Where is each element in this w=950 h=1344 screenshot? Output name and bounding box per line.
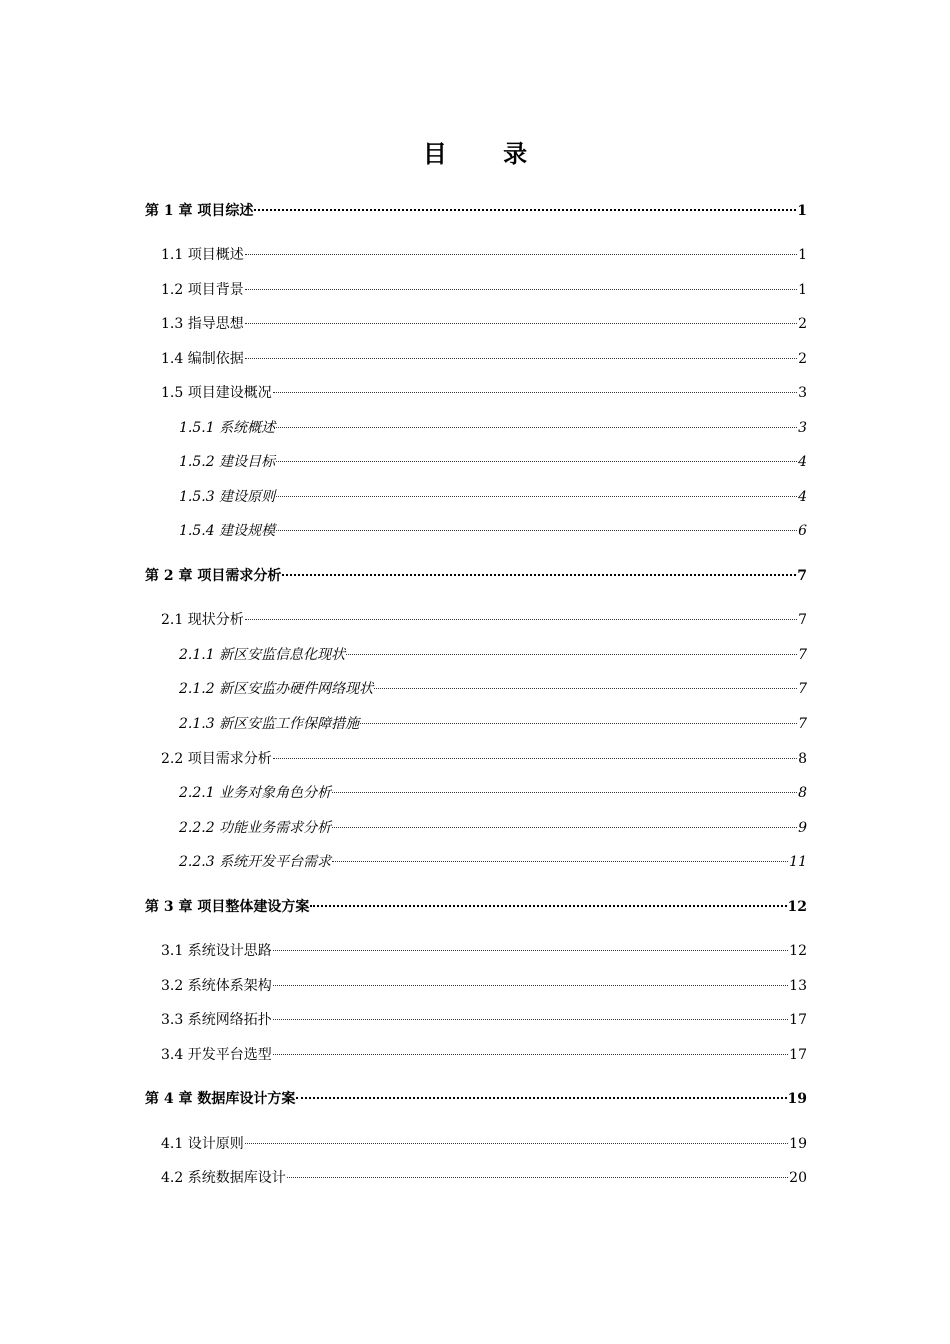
toc-leader-dots <box>360 723 797 724</box>
toc-entry-section[interactable] <box>161 280 807 300</box>
toc-leader-dots <box>374 688 797 689</box>
toc-entry-subsection[interactable] <box>179 714 807 734</box>
toc-page-number: 17 <box>789 1012 807 1028</box>
toc-page-number: 19 <box>787 1091 807 1107</box>
toc-page-number: 8 <box>798 751 807 767</box>
toc-page-number: 7 <box>798 681 807 697</box>
toc-leader-dots <box>273 392 797 393</box>
toc-page-number: 1 <box>797 203 807 219</box>
toc-entry-label: 1.5.3 建设原则 <box>179 489 276 505</box>
toc-entry-label: 3.2 系统体系架构 <box>161 978 272 994</box>
toc-entry-chapter[interactable] <box>145 566 807 586</box>
toc-entry-subsection[interactable] <box>179 487 807 507</box>
toc-leader-dots <box>332 861 788 862</box>
toc-leader-dots <box>245 323 797 324</box>
toc-entry-label: 1.5 项目建设概况 <box>161 385 272 401</box>
toc-entry-section[interactable] <box>161 749 807 769</box>
toc-leader-dots <box>310 905 786 907</box>
toc-entry-label: 1.4 编制依据 <box>161 351 244 367</box>
toc-entry-subsection[interactable] <box>179 818 807 838</box>
toc-leader-dots <box>273 950 788 951</box>
toc-leader-dots <box>276 427 797 428</box>
toc-page-number: 7 <box>798 612 807 628</box>
toc-entry-label: 1.2 项目背景 <box>161 282 244 298</box>
toc-entry-section[interactable] <box>161 941 807 961</box>
toc-page-number: 8 <box>798 785 807 801</box>
toc-page-number: 3 <box>798 385 807 401</box>
toc-entry-label: 1.5.2 建设目标 <box>179 454 276 470</box>
toc-entry-section[interactable] <box>161 976 807 996</box>
toc-page-number: 6 <box>798 523 807 539</box>
toc-entry-section[interactable] <box>161 349 807 369</box>
toc-page-number: 17 <box>789 1047 807 1063</box>
toc-leader-dots <box>296 1097 786 1099</box>
toc-leader-dots <box>273 758 797 759</box>
toc-entry-label: 第 4 章 数据库设计方案 <box>145 1091 296 1107</box>
toc-entry-chapter[interactable] <box>145 1089 807 1109</box>
toc-page-number: 9 <box>798 820 807 836</box>
toc-entry-label: 2.2.3 系统开发平台需求 <box>179 854 332 870</box>
toc-entry-subsection[interactable] <box>179 521 807 541</box>
toc-leader-dots <box>276 461 797 462</box>
toc-entry-section[interactable] <box>161 1010 807 1030</box>
toc-leader-dots <box>332 792 797 793</box>
toc-entry-section[interactable] <box>161 610 807 630</box>
toc-entry-label: 第 2 章 项目需求分析 <box>145 568 282 584</box>
toc-page-number: 2 <box>798 351 807 367</box>
toc-leader-dots <box>245 254 797 255</box>
toc-entry-subsection[interactable] <box>179 679 807 699</box>
toc-page-number: 4 <box>798 454 807 470</box>
toc-entry-label: 3.1 系统设计思路 <box>161 943 272 959</box>
toc-page-number: 1 <box>798 247 807 263</box>
toc-entry-subsection[interactable] <box>179 852 807 872</box>
toc-leader-dots <box>287 1177 788 1178</box>
toc-entry-subsection[interactable] <box>179 783 807 803</box>
toc-leader-dots <box>245 289 797 290</box>
toc-entry-section[interactable] <box>161 383 807 403</box>
toc-entry-section[interactable] <box>161 314 807 334</box>
toc-page-number: 2 <box>798 316 807 332</box>
toc-entry-label: 4.2 系统数据库设计 <box>161 1170 286 1186</box>
toc-leader-dots <box>273 1019 788 1020</box>
toc-entry-label: 2.1.1 新区安监信息化现状 <box>179 647 346 663</box>
toc-entry-chapter[interactable] <box>145 201 807 221</box>
toc-leader-dots <box>276 496 797 497</box>
toc-entry-label: 2.2.2 功能业务需求分析 <box>179 820 332 836</box>
toc-page-number: 19 <box>789 1136 807 1152</box>
toc-page-number: 1 <box>798 282 807 298</box>
toc-entry-subsection[interactable] <box>179 452 807 472</box>
toc-page-number: 12 <box>787 899 807 915</box>
toc-page-number: 7 <box>797 568 807 584</box>
toc-entry-label: 1.5.1 系统概述 <box>179 420 276 436</box>
toc-leader-dots <box>346 654 797 655</box>
toc-page-number: 13 <box>789 978 807 994</box>
toc-entry-subsection[interactable] <box>179 418 807 438</box>
toc-entry-label: 第 3 章 项目整体建设方案 <box>145 899 310 915</box>
toc-entry-label: 1.1 项目概述 <box>161 247 244 263</box>
toc-entry-label: 1.5.4 建设规模 <box>179 523 276 539</box>
toc-entry-label: 2.2 项目需求分析 <box>161 751 272 767</box>
toc-page-number: 7 <box>798 647 807 663</box>
toc-leader-dots <box>332 827 797 828</box>
toc-entry-label: 第 1 章 项目综述 <box>145 203 254 219</box>
toc-entry-section[interactable] <box>161 245 807 265</box>
toc-entry-label: 4.1 设计原则 <box>161 1136 244 1152</box>
toc-entry-label: 2.2.1 业务对象角色分析 <box>179 785 332 801</box>
toc-leader-dots <box>273 1054 788 1055</box>
toc-page-number: 11 <box>789 854 807 870</box>
toc-leader-dots <box>245 619 797 620</box>
toc-leader-dots <box>254 209 796 211</box>
toc-entry-label: 2.1 现状分析 <box>161 612 244 628</box>
toc-entry-section[interactable] <box>161 1045 807 1065</box>
toc-leader-dots <box>273 985 788 986</box>
toc-leader-dots <box>276 530 797 531</box>
page-title: 目 录 <box>422 140 552 168</box>
toc-entry-subsection[interactable] <box>179 645 807 665</box>
toc-entry-label: 1.3 指导思想 <box>161 316 244 332</box>
toc-entry-label: 2.1.3 新区安监工作保障措施 <box>179 716 360 732</box>
toc-page-number: 3 <box>798 420 807 436</box>
toc-leader-dots <box>245 358 797 359</box>
toc-entry-section[interactable] <box>161 1168 807 1188</box>
toc-leader-dots <box>282 574 796 576</box>
toc-entry-section[interactable] <box>161 1134 807 1154</box>
toc-entry-chapter[interactable] <box>145 897 807 917</box>
toc-entry-label: 3.3 系统网络拓扑 <box>161 1012 272 1028</box>
toc-page-number: 12 <box>789 943 807 959</box>
toc-page-number: 20 <box>789 1170 807 1186</box>
toc-leader-dots <box>245 1143 788 1144</box>
toc-page-number: 4 <box>798 489 807 505</box>
toc-page-number: 7 <box>798 716 807 732</box>
toc-entry-label: 3.4 开发平台选型 <box>161 1047 272 1063</box>
toc-entry-label: 2.1.2 新区安监办硬件网络现状 <box>179 681 374 697</box>
